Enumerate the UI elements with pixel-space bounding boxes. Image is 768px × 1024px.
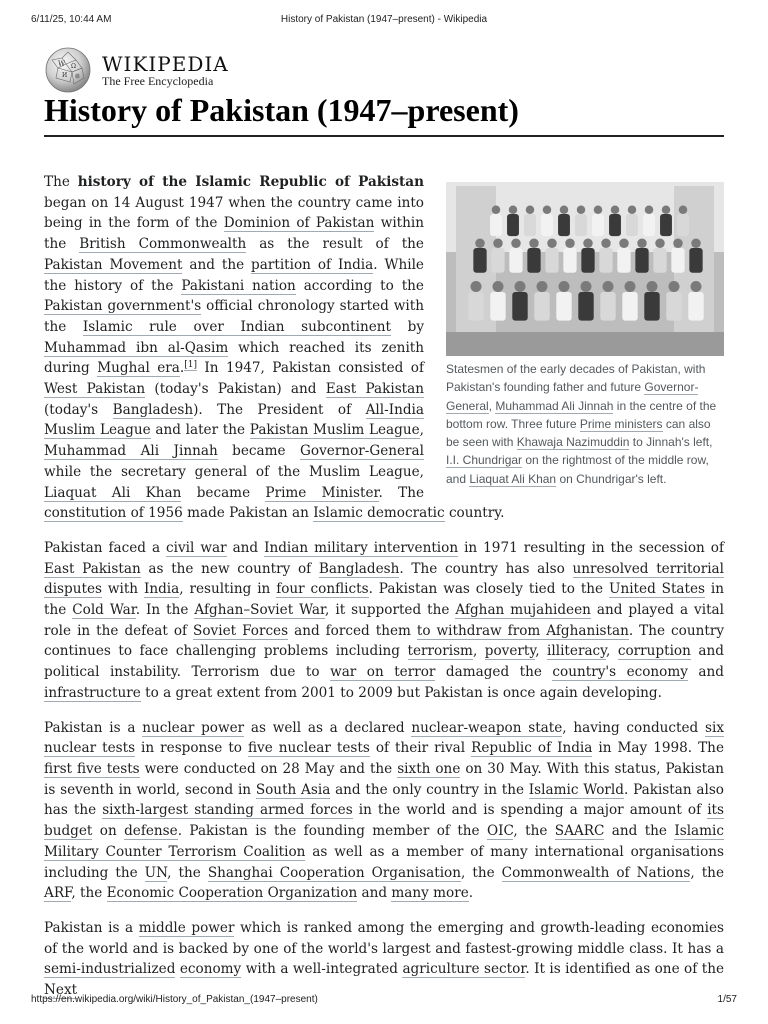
wiki-link[interactable]: OIC bbox=[486, 823, 514, 840]
photo-figure bbox=[473, 239, 486, 273]
wiki-link[interactable]: Afghan–Soviet War bbox=[194, 602, 326, 619]
photo-figure bbox=[688, 281, 703, 321]
wiki-link[interactable]: United States bbox=[609, 581, 706, 598]
wiki-link[interactable]: Governor-General bbox=[446, 380, 699, 413]
photo-figure bbox=[509, 239, 522, 273]
text-run: The bbox=[44, 174, 78, 190]
wiki-link[interactable]: Pakistan Movement bbox=[44, 256, 183, 273]
wiki-link[interactable]: country's economy bbox=[552, 664, 688, 681]
text-run: . Pakistan was closely tied to the bbox=[368, 581, 609, 598]
text-run: , bbox=[488, 398, 496, 413]
text-run: Pakistan is a bbox=[44, 719, 143, 736]
wikipedia-globe-icon bbox=[44, 46, 92, 94]
text-run: , the bbox=[167, 864, 208, 881]
text-run: by bbox=[390, 318, 424, 335]
wiki-link[interactable]: to withdraw from Afghanistan bbox=[416, 622, 629, 639]
lead-image-box bbox=[446, 182, 724, 488]
wikipedia-wordmark: WIKIPEDIA bbox=[102, 52, 229, 76]
citation-ref[interactable] bbox=[184, 360, 197, 371]
photo-figure bbox=[491, 239, 504, 273]
text-run: on Chundrigar's left. bbox=[556, 471, 667, 486]
wiki-link[interactable]: Soviet Forces bbox=[193, 622, 289, 639]
article-paragraph bbox=[44, 718, 724, 904]
photo-figure bbox=[541, 206, 553, 237]
text-run: . Pakistan also has the bbox=[44, 781, 724, 819]
wiki-link[interactable]: infrastructure bbox=[44, 684, 141, 701]
wiki-link[interactable]: six nuclear tests bbox=[44, 719, 725, 757]
wiki-link[interactable]: All-India Muslim League bbox=[44, 401, 424, 439]
photo-figure bbox=[581, 239, 594, 273]
wiki-link[interactable]: nuclear-weapon state bbox=[411, 719, 563, 736]
svg-text:維: 維 bbox=[75, 74, 81, 80]
text-run: ). The President of bbox=[193, 401, 366, 418]
text-run: Pakistan is a bbox=[44, 919, 139, 936]
text-run: and the only country in the bbox=[330, 781, 529, 798]
text-run: which reached its zenith during bbox=[44, 339, 425, 377]
wiki-link[interactable]: unresolved territorial disputes bbox=[44, 560, 724, 598]
photo-figure bbox=[600, 281, 615, 321]
text-run: to Jinnah's left, bbox=[629, 435, 713, 450]
text-run: of their rival bbox=[369, 740, 472, 757]
text-run: . It is identified as one of the bbox=[525, 961, 724, 978]
photo-figure bbox=[643, 206, 655, 237]
wiki-link[interactable]: Liaquat Ali Khan bbox=[469, 471, 557, 486]
wiki-link[interactable]: Muhammad Ali Jinnah bbox=[44, 443, 218, 460]
text-run: and later the bbox=[150, 422, 250, 439]
wiki-link[interactable]: war on terror bbox=[330, 664, 436, 681]
wiki-link[interactable]: UN bbox=[144, 864, 168, 881]
photo-figure bbox=[563, 239, 576, 273]
photo-figure bbox=[617, 239, 630, 273]
text-run: and forced them bbox=[288, 622, 417, 639]
text-run: and bbox=[226, 539, 265, 556]
wiki-link[interactable]: sixth-largest standing armed forces bbox=[102, 802, 353, 819]
svg-text:W: W bbox=[58, 60, 66, 68]
print-footer bbox=[0, 994, 768, 1008]
print-url: https://en.wikipedia.org/wiki/History_of_Pakistan_(1947–present) bbox=[31, 994, 318, 1005]
text-run: while the secretary general of the Muslim League, bbox=[44, 463, 424, 480]
photo-figure bbox=[689, 239, 702, 273]
wiki-link[interactable]: sixth one bbox=[397, 760, 461, 777]
text-run: , resulting in bbox=[179, 581, 277, 598]
photo-figure bbox=[609, 206, 621, 237]
text-run: , the bbox=[513, 823, 555, 840]
photo-figure bbox=[666, 281, 681, 321]
wiki-link[interactable]: Commonwealth of Nations bbox=[501, 864, 691, 881]
wiki-link[interactable]: many more bbox=[391, 885, 469, 902]
text-run: with bbox=[101, 581, 144, 598]
photo-figure bbox=[653, 239, 666, 273]
photo-figure bbox=[556, 281, 571, 321]
text-run: as well as a declared bbox=[244, 719, 412, 736]
text-run: on bbox=[92, 823, 125, 840]
wikipedia-tagline: The Free Encyclopedia bbox=[102, 74, 214, 88]
text-run: in the bbox=[44, 581, 725, 619]
text-run: In 1947, Pakistan consisted of bbox=[196, 360, 424, 377]
wiki-link[interactable]: India bbox=[143, 581, 180, 598]
text-run: began on 14 August 1947 when the country came into being in the form of the bbox=[44, 194, 424, 232]
wiki-link[interactable]: Islamic rule over Indian subcontinent bbox=[82, 318, 391, 335]
wiki-link[interactable]: Liaquat Ali Khan bbox=[44, 484, 182, 501]
wiki-link[interactable]: Bangladesh bbox=[318, 560, 400, 577]
wiki-link[interactable]: Economic Cooperation Organization bbox=[106, 885, 358, 902]
text-run: , having conducted bbox=[562, 719, 706, 736]
wiki-link[interactable]: first five tests bbox=[44, 760, 140, 777]
wiki-link[interactable]: Pakistan Muslim League bbox=[249, 422, 420, 439]
text-run: and bbox=[687, 664, 724, 681]
wiki-link[interactable]: Dominion of Pakistan bbox=[223, 215, 375, 232]
text-run: , the bbox=[690, 864, 724, 881]
text-run: , bbox=[419, 422, 424, 439]
wiki-link[interactable]: economy bbox=[179, 961, 242, 978]
wiki-link[interactable]: I.I. Chundrigar bbox=[446, 453, 523, 468]
text-run: as the result of the bbox=[246, 236, 424, 253]
text-run: which is ranked among the emerging and growth-leading economies of the world and is backed by one of the world's largest and fastest-growing middle class. It has a bbox=[44, 919, 724, 957]
wiki-link[interactable]: ARF bbox=[44, 885, 72, 902]
citation-link[interactable]: [1] bbox=[184, 359, 197, 370]
text-run: damaged the bbox=[435, 664, 553, 681]
wiki-link[interactable]: nuclear power bbox=[142, 719, 245, 736]
wiki-link[interactable]: its budget bbox=[44, 802, 724, 840]
article-paragraph bbox=[44, 172, 724, 524]
wiki-link[interactable]: Islamic Military Counter Terrorism Coalition bbox=[44, 823, 725, 860]
photo-figure bbox=[545, 239, 558, 273]
text-run: on the rightmost of the middle row, and bbox=[446, 453, 709, 486]
text-run: in May 1998. The bbox=[592, 740, 724, 757]
wiki-link[interactable]: Islamic democratic bbox=[313, 505, 445, 522]
wiki-link[interactable]: five nuclear tests bbox=[247, 740, 370, 757]
wiki-link[interactable]: middle power bbox=[138, 919, 235, 936]
text-run: became bbox=[217, 443, 301, 460]
text-run: were conducted on 28 May and the bbox=[139, 760, 398, 777]
wiki-link[interactable]: East Pakistan bbox=[325, 381, 424, 398]
photo-figure bbox=[592, 206, 604, 237]
print-datetime: 6/11/25, 10:44 AM bbox=[31, 14, 112, 25]
text-run: can also be seen with bbox=[446, 416, 711, 450]
text-run: . Pakistan is the founding member of the bbox=[177, 823, 487, 840]
text-run: , bbox=[472, 643, 485, 660]
text-run: . The country continues to face challenging problems including bbox=[44, 622, 724, 660]
wiki-link[interactable]: Next bbox=[44, 982, 78, 999]
photo-figure bbox=[578, 281, 593, 321]
text-run: in 1971 resulting in the secession of bbox=[458, 539, 724, 556]
wiki-link[interactable]: civil war bbox=[166, 539, 227, 556]
text-run: and the bbox=[182, 256, 252, 273]
wiki-link[interactable]: Khawaja Nazimuddin bbox=[516, 435, 630, 450]
photo-figure bbox=[507, 206, 519, 237]
wiki-link[interactable]: constitution of 1956 bbox=[44, 505, 183, 522]
text-run: and bbox=[357, 885, 392, 902]
wiki-link[interactable]: East Pakistan bbox=[44, 560, 141, 577]
photo-figure bbox=[599, 239, 612, 273]
print-page-title: History of Pakistan (1947–present) - Wikipedia bbox=[280, 14, 488, 25]
wiki-link[interactable]: SAARC bbox=[554, 823, 605, 840]
text-run: . The bbox=[378, 484, 425, 501]
article-paragraphs bbox=[44, 172, 724, 1001]
wiki-link[interactable]: Pakistani nation bbox=[181, 277, 296, 294]
text-run: (today's bbox=[44, 401, 113, 418]
text-run: official chronology started with the bbox=[44, 298, 424, 335]
photo-figure bbox=[677, 206, 689, 237]
text-run: in response to bbox=[135, 740, 248, 757]
text-run: , bbox=[606, 643, 618, 660]
wiki-link[interactable]: partition of India bbox=[251, 256, 374, 273]
wiki-link[interactable]: Muhammad Ali Jinnah bbox=[495, 398, 614, 413]
wiki-link[interactable]: terrorism bbox=[407, 643, 473, 660]
photo-figure bbox=[660, 206, 672, 237]
wiki-link[interactable]: Prime Minister bbox=[265, 484, 379, 501]
text-run: , the bbox=[461, 864, 502, 881]
text-run: country. bbox=[444, 505, 505, 522]
text-run: . bbox=[468, 885, 474, 902]
photo-figure bbox=[468, 281, 483, 321]
wiki-link[interactable]: four conflicts bbox=[276, 581, 369, 598]
bold-subject: history of the Islamic Republic of Pakistan bbox=[77, 174, 424, 190]
text-run: Statesmen of the early decades of Pakistan, with Pakistan's founding father and future bbox=[446, 362, 706, 395]
photo-figure bbox=[490, 281, 505, 321]
wiki-link[interactable]: Islamic World bbox=[528, 781, 624, 798]
photo-figure bbox=[527, 239, 540, 273]
photo-figure bbox=[534, 281, 549, 321]
text-run: and played a vital role in the defeat of bbox=[44, 602, 724, 639]
title-divider bbox=[44, 135, 724, 137]
wiki-link[interactable]: South Asia bbox=[255, 781, 331, 798]
photo-figure bbox=[644, 281, 659, 321]
text-run: as well as a member of many international organisations including the bbox=[44, 843, 724, 881]
article-body bbox=[44, 172, 724, 1015]
photo-caption bbox=[446, 360, 724, 488]
wiki-link[interactable]: Mughal era bbox=[97, 360, 180, 377]
wiki-link[interactable]: Prime ministers bbox=[579, 416, 663, 431]
wiki-link[interactable]: poverty bbox=[484, 643, 536, 660]
photo-figure bbox=[626, 206, 638, 237]
text-run: to a great extent from 2001 to 2009 but Pakistan is once again developing. bbox=[140, 684, 662, 701]
svg-text:Ω: Ω bbox=[71, 63, 76, 70]
print-page-number: 1/57 bbox=[717, 994, 737, 1005]
text-run: and political instability. Terrorism due to bbox=[44, 643, 724, 681]
text-run: became bbox=[181, 484, 266, 501]
photo-figure bbox=[524, 206, 536, 237]
wiki-link[interactable]: Bangladesh bbox=[112, 401, 194, 418]
wiki-link[interactable]: Shanghai Cooperation Organisation bbox=[207, 864, 461, 881]
wiki-link[interactable]: Pakistan government's bbox=[44, 298, 202, 315]
photo-figure bbox=[558, 206, 570, 237]
text-run: , the bbox=[71, 885, 107, 902]
text-run: , bbox=[535, 643, 548, 660]
article-paragraph bbox=[44, 918, 724, 1001]
wiki-link[interactable]: British Commonwealth bbox=[79, 236, 247, 253]
wiki-link[interactable]: defense bbox=[124, 823, 178, 840]
text-run: . While the history of the bbox=[44, 256, 424, 294]
photo-figure bbox=[512, 281, 527, 321]
text-run: . bbox=[179, 360, 185, 377]
text-run: (today's Pakistan) and bbox=[145, 381, 326, 398]
text-run: . In the bbox=[135, 602, 195, 619]
text-run: in the centre of the bottom row. Three future bbox=[446, 398, 717, 431]
text-run: as the new country of bbox=[140, 560, 319, 577]
wiki-link[interactable]: Cold War bbox=[72, 602, 136, 619]
statesmen-group-photo[interactable] bbox=[446, 182, 724, 356]
article-paragraph bbox=[44, 538, 724, 704]
wiki-link[interactable]: agriculture sector bbox=[402, 961, 526, 978]
photo-figure bbox=[490, 206, 502, 237]
page-title: History of Pakistan (1947–present) bbox=[44, 92, 519, 128]
wiki-link[interactable]: Governor-General bbox=[300, 443, 424, 460]
wiki-link[interactable]: Afghan mujahideen bbox=[455, 602, 591, 619]
wiki-link[interactable]: semi-industrialized bbox=[44, 961, 176, 978]
wiki-link[interactable]: Republic of India bbox=[471, 740, 593, 757]
text-run: , it supported the bbox=[325, 602, 456, 619]
print-header bbox=[0, 14, 768, 28]
text-run: . The country has also bbox=[399, 560, 573, 577]
wiki-link[interactable]: corruption bbox=[617, 643, 691, 660]
photo-figure bbox=[575, 206, 587, 237]
text-run: with a well-integrated bbox=[241, 961, 403, 978]
text-run: Pakistan faced a bbox=[44, 539, 167, 556]
text-run: made Pakistan an bbox=[182, 505, 314, 522]
photo-figure bbox=[622, 281, 637, 321]
svg-text:И: И bbox=[62, 72, 68, 79]
text-run: in the world and is spending a major amount of bbox=[352, 802, 708, 819]
wiki-link[interactable]: Muhammad ibn al-Qasim bbox=[44, 339, 229, 356]
wiki-link[interactable]: illiteracy bbox=[547, 643, 607, 660]
text-run: within the bbox=[44, 215, 424, 253]
text-run: according to the bbox=[295, 277, 424, 294]
photo-figure bbox=[635, 239, 648, 273]
wiki-link[interactable]: Indian military intervention bbox=[264, 539, 459, 556]
text-run: and the bbox=[604, 823, 675, 840]
text-run: on 30 May. With this status, Pakistan is seventh in world, second in bbox=[44, 760, 725, 798]
photo-figure bbox=[671, 239, 684, 273]
wiki-link[interactable]: West Pakistan bbox=[44, 381, 146, 398]
